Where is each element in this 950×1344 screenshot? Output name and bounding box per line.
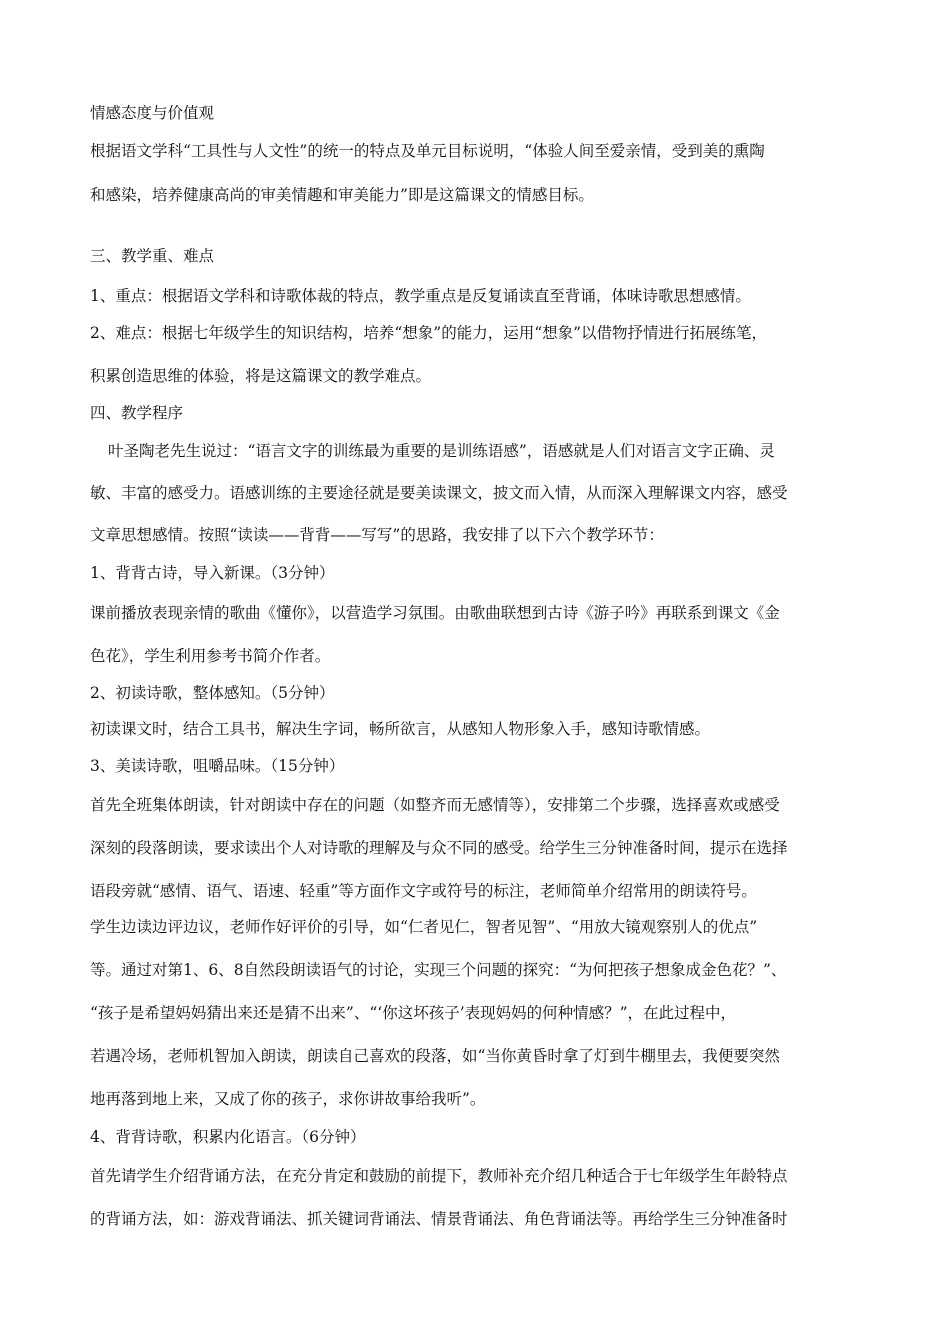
paragraph-line: 文章思想感情。按照“读读——背背——写写”的思路，我安排了以下六个教学环节： — [90, 526, 664, 544]
paragraph-line: 语段旁就“感情、语气、语速、轻重”等方面作文字或符号的标注，老师简单介绍常用的朗读符号。 — [90, 882, 757, 900]
step-heading-3: 3、美读诗歌，咀嚼品味。（15分钟） — [90, 757, 345, 775]
paragraph-line: “孩子是希望妈妈猜出来还是猜不出来”、“‘你这坏孩子’表现妈妈的何种情感？”，在此过程中， — [90, 1004, 737, 1022]
step-heading-2: 2、初读诗歌，整体感知。（5分钟） — [90, 684, 335, 702]
paragraph-line: 色花》，学生利用参考书简介作者。 — [90, 647, 331, 665]
paragraph-line: 初读课文时，结合工具书，解决生字词，畅所欲言，从感知人物形象入手，感知诗歌情感。 — [90, 720, 711, 738]
paragraph-line: 积累创造思维的体验，将是这篇课文的教学难点。 — [90, 367, 432, 385]
section-heading-key-points: 三、教学重、难点 — [90, 247, 215, 265]
paragraph-line: 地再落到地上来，又成了你的孩子，求你讲故事给我听”。 — [90, 1090, 486, 1108]
heading-emotional-attitude: 情感态度与价值观 — [90, 104, 215, 122]
paragraph-line: 学生边读边评边议，老师作好评价的引导，如“仁者见仁，智者见智”、“用放大镜观察别人的优点” — [90, 918, 758, 936]
paragraph-line: 叶圣陶老先生说过：“语言文字的训练最为重要的是训练语感”，语感就是人们对语言文字正确、灵 — [108, 442, 775, 460]
paragraph-line: 课前播放表现亲情的歌曲《懂你》，以营造学习氛围。由歌曲联想到古诗《游子吟》再联系到课文《金 — [90, 604, 780, 622]
paragraph-line: 等。通过对第1、6、8自然段朗读语气的讨论，实现三个问题的探究：“为何把孩子想象成金色花？”、 — [90, 961, 787, 979]
paragraph-line: 的背诵方法，如：游戏背诵法、抓关键词背诵法、情景背诵法、角色背诵法等。再给学生三分钟准备时 — [90, 1210, 788, 1228]
paragraph-line: 根据语文学科“工具性与人文性”的统一的特点及单元目标说明，“体验人间至爱亲情，受到美的熏陶 — [90, 142, 765, 160]
step-heading-4: 4、背背诗歌，积累内化语言。（6分钟） — [90, 1128, 366, 1146]
paragraph-line: 首先全班集体朗读，针对朗读中存在的问题（如整齐而无感情等），安排第二个步骤，选择喜欢或感受 — [90, 796, 780, 814]
step-heading-1: 1、背背古诗，导入新课。（3分钟） — [90, 564, 335, 582]
section-heading-teaching-procedure: 四、教学程序 — [90, 404, 184, 422]
paragraph-line: 敏、丰富的感受力。语感训练的主要途径就是要美读课文，披文而入情，从而深入理解课文内容，感受 — [90, 484, 788, 502]
paragraph-line: 深刻的段落朗读，要求读出个人对诗歌的理解及与众不同的感受。给学生三分钟准备时间，提示在选择 — [90, 839, 788, 857]
list-item-key-point: 1、重点：根据语文学科和诗歌体裁的特点，教学重点是反复诵读直至背诵，体味诗歌思想感情。 — [90, 287, 751, 305]
list-item-difficult-point: 2、难点：根据七年级学生的知识结构，培养“想象”的能力，运用“想象”以借物抒情进行拓展练笔， — [90, 324, 768, 342]
paragraph-line: 若遇冷场，老师机智加入朗读，朗读自己喜欢的段落，如“当你黄昏时拿了灯到牛棚里去，我便要突然 — [90, 1047, 780, 1065]
paragraph-line: 首先请学生介绍背诵方法，在充分肯定和鼓励的前提下，教师补充介绍几种适合于七年级学生年龄特点 — [90, 1167, 788, 1185]
paragraph-line: 和感染，培养健康高尚的审美情趣和审美能力”即是这篇课文的情感目标。 — [90, 186, 594, 204]
